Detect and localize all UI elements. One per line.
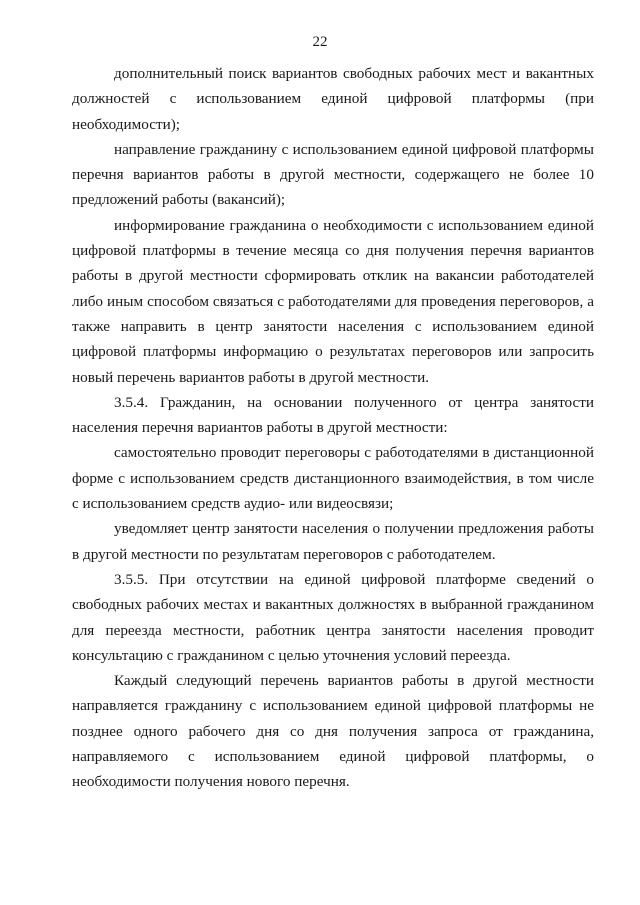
page-number: 22 xyxy=(312,34,328,50)
paragraph-3-5-4: 3.5.4. Гражданин, на основании полученного от центра занятости населения перечня вариантов работы в другой местности: xyxy=(72,393,594,437)
document-body xyxy=(72,61,594,795)
paragraph-send-job-list: направление гражданину с использованием единой цифровой платформы перечня вариантов работы в другой местности, содержащего не более 10 предложений работы (вакансий); xyxy=(72,140,594,209)
paragraph-negotiations: самостоятельно проводит переговоры с работодателями в дистанционной форме с использованием средств дистанционного взаимодействия, в том числе с использованием средств аудио- или видеосвязи; xyxy=(72,444,594,513)
paragraph-3-5-5: 3.5.5. При отсутствии на единой цифровой платформе сведений о свободных рабочих местах и вакантных должностях в выбранной гражданином для переезда местности, работник центра занятости населения проводит консультацию с гражданином с целью уточнения условий переезда. xyxy=(72,570,594,664)
paragraph-notify-center: уведомляет центр занятости населения о получении предложения работы в другой местности по результатам переговоров с работодателем. xyxy=(72,520,594,563)
paragraph-inform-citizen: информирование гражданина о необходимости с использованием единой цифровой платформы в течение месяца со дня получения перечня вариантов работы в другой местности сформировать отклик на вакансии работодателей либо иным способом связаться с работодателями для проведения переговоров, а также направить в центр занятости населения с использованием единой цифровой платформы информацию о результатах переговоров или запросить новый перечень вариантов работы в другой местности. xyxy=(72,216,594,386)
paragraph-next-list: Каждый следующий перечень вариантов работы в другой местности направляется гражданину с использованием единой цифровой платформы не позднее одного рабочего дня со дня получения запроса от гражданина, направляемого с использованием единой цифровой платформы, о необходимости получения нового перечня. xyxy=(72,672,594,791)
paragraph-additional-search: дополнительный поиск вариантов свободных рабочих мест и вакантных должностей с использованием единой цифровой платформы (при необходимости); xyxy=(72,65,594,133)
